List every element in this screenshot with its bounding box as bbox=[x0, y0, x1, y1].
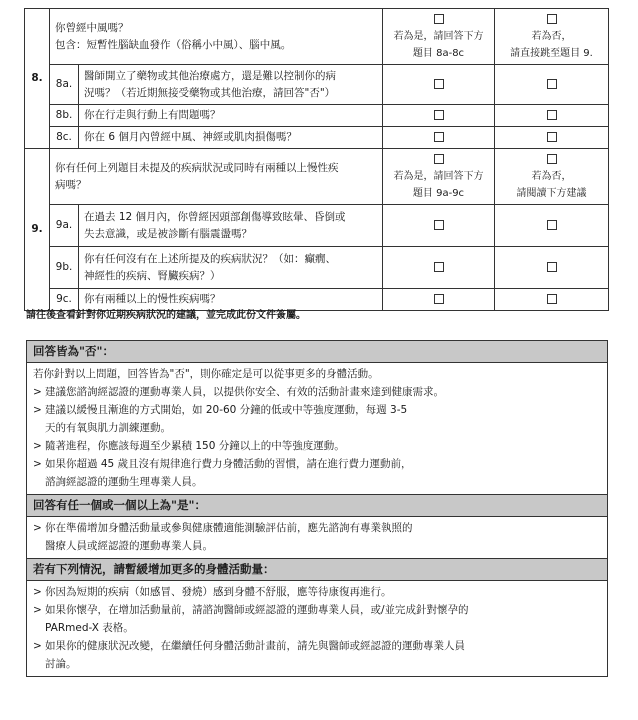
bullet-marker: > bbox=[33, 458, 42, 470]
q9c-text: 你有兩種以上的慢性疾病嗎？ bbox=[79, 289, 383, 311]
list-item bbox=[33, 401, 601, 437]
q9-main-row bbox=[25, 149, 609, 205]
q9-question-line-1: 你有任何上列題目未提及的疾病狀況或同時有兩種以上慢性疾 bbox=[55, 161, 339, 174]
q9c-no-cell bbox=[495, 289, 609, 311]
q8-question-line-1: 你曾經中風嗎？ bbox=[55, 21, 129, 34]
all-no-heading: 回答皆為"否"： bbox=[27, 341, 607, 363]
q9-question bbox=[50, 149, 383, 205]
q9b-no-checkbox[interactable] bbox=[547, 262, 557, 272]
q8b-yes-checkbox[interactable] bbox=[434, 110, 444, 120]
all-no-intro: 若你針對以上問題，回答皆為"否"，則你確定是可以從事更多的身體活動。 bbox=[33, 368, 379, 380]
q9a-no-checkbox[interactable] bbox=[547, 220, 557, 230]
q8c-text: 你在 6 個月內曾經中風、神經或肌肉損傷嗎？ bbox=[79, 127, 383, 149]
q8c-yes-cell bbox=[383, 127, 495, 149]
all-no-body bbox=[27, 363, 607, 494]
q8-question bbox=[50, 9, 383, 65]
bullet-marker: > bbox=[33, 440, 42, 452]
q8a-yes-checkbox[interactable] bbox=[434, 79, 444, 89]
q9-yes-instruction-2: 題目 9a-9c bbox=[412, 188, 465, 199]
q9b-text-line-1: 你有任何沒有在上述所提及的疾病狀況？（如：癲癇、 bbox=[84, 252, 336, 265]
advice-text bbox=[45, 637, 601, 673]
q8a-label: 8a. bbox=[50, 65, 79, 105]
q8c-label: 8c. bbox=[50, 127, 79, 149]
q9-no-instruction-2: 請閱讀下方建議 bbox=[516, 188, 587, 199]
bullet-marker: > bbox=[33, 386, 42, 398]
q8b-label: 8b. bbox=[50, 105, 79, 127]
q8-yes-instruction-1: 若為是，請回答下方 bbox=[393, 31, 484, 42]
q8a-row bbox=[25, 65, 609, 105]
advice-line-1: 你在準備增加身體活動量或參與健康體適能測驗評估前，應先諮詢有專業執照的 bbox=[45, 522, 413, 534]
advice-line-1: 如果你超過 45 歲且沒有規律進行費力身體活動的習慣，請在進行費力運動前， bbox=[45, 458, 412, 470]
advice-text bbox=[45, 519, 601, 555]
bullet-marker: > bbox=[33, 522, 42, 534]
delay-heading: 若有下列情況，請暫緩增加更多的身體活動量： bbox=[27, 558, 607, 581]
advice-line-1: 如果你懷孕，在增加活動量前，請諮詢醫師或經認證的運動專業人員，或/並完成針對懷孕的 bbox=[45, 604, 469, 616]
q8a-no-cell bbox=[495, 65, 609, 105]
advice-text bbox=[45, 455, 601, 491]
list-item bbox=[33, 455, 601, 491]
q9a-text bbox=[79, 205, 383, 247]
q8c-yes-checkbox[interactable] bbox=[434, 132, 444, 142]
q9b-label: 9b. bbox=[50, 247, 79, 289]
q9b-no-cell bbox=[495, 247, 609, 289]
advice-text: 建議您諮詢經認證的運動專業人員，以提供你安全、有效的活動計畫來達到健康需求。 bbox=[45, 386, 444, 398]
q8c-no-checkbox[interactable] bbox=[547, 132, 557, 142]
q9-number: 9. bbox=[25, 149, 50, 311]
q8a-text-line-1: 醫師開立了藥物或其他治療處方，還是難以控制你的病 bbox=[84, 69, 336, 82]
q8c-no-cell bbox=[495, 127, 609, 149]
advice-text: 你因為短期的疾病（如感冒、發燒）感到身體不舒服，應等待康復再進行。 bbox=[45, 586, 392, 598]
advice-line-1: 如果你的健康狀況改變，在繼續任何身體活動計畫前，請先與醫師或經認證的運動專業人員 bbox=[45, 640, 465, 652]
list-item bbox=[33, 601, 601, 637]
q8-no-checkbox[interactable] bbox=[547, 14, 557, 24]
q8-question-line-2: 包含：短暫性腦缺血發作（俗稱小中風）、腦中風。 bbox=[55, 38, 292, 51]
q9b-yes-cell bbox=[383, 247, 495, 289]
advice-line-2: PARmed-X 表格。 bbox=[45, 622, 134, 634]
q8-no-cell bbox=[495, 9, 609, 65]
list-item bbox=[33, 583, 601, 601]
q9c-label: 9c. bbox=[50, 289, 79, 311]
q9b-yes-checkbox[interactable] bbox=[434, 262, 444, 272]
q8b-yes-cell bbox=[383, 105, 495, 127]
bullet-marker: > bbox=[33, 404, 42, 416]
q9-yes-checkbox[interactable] bbox=[434, 154, 444, 164]
bullet-marker: > bbox=[33, 586, 42, 598]
q9b-row bbox=[25, 247, 609, 289]
list-item bbox=[33, 519, 601, 555]
q9b-text bbox=[79, 247, 383, 289]
advice-line-2: 諮詢經認證的運動生理專業人員。 bbox=[45, 476, 203, 488]
q8-no-instruction-1: 若為否， bbox=[531, 31, 572, 42]
q9a-text-line-1: 在過去 12 個月內，你曾經因頭部創傷導致眩暈、昏倒或 bbox=[84, 210, 346, 223]
any-yes-heading: 回答有任一個或一個以上為"是"： bbox=[27, 494, 607, 517]
q9-no-checkbox[interactable] bbox=[547, 154, 557, 164]
q8-main-row bbox=[25, 9, 609, 65]
q8b-no-cell bbox=[495, 105, 609, 127]
advice-line-1: 建議以緩慢且漸進的方式開始，如 20-60 分鐘的低或中等強度運動，每週 3-5 bbox=[45, 404, 408, 416]
advice-box bbox=[26, 340, 608, 677]
q9b-text-line-2: 神經性的疾病、腎臟疾病？） bbox=[84, 269, 221, 282]
q8a-text-line-2: 況嗎？（若近期無接受藥物或其他治療，請回答"否"） bbox=[84, 86, 336, 99]
advice-text bbox=[45, 601, 601, 637]
q9a-text-line-2: 失去意識，或是被診斷有腦震盪嗎？ bbox=[84, 227, 252, 240]
q9-no-cell bbox=[495, 149, 609, 205]
advice-line-2: 醫療人員或經認證的運動專業人員。 bbox=[45, 540, 213, 552]
list-item bbox=[33, 437, 601, 455]
q8-number: 8. bbox=[25, 9, 50, 149]
list-item bbox=[33, 637, 601, 673]
q8b-row bbox=[25, 105, 609, 127]
advice-line-2: 討論。 bbox=[45, 658, 77, 670]
q9c-no-checkbox[interactable] bbox=[547, 294, 557, 304]
questionnaire-table bbox=[24, 8, 609, 311]
bullet-marker: > bbox=[33, 604, 42, 616]
advice-text bbox=[45, 401, 601, 437]
q8a-yes-cell bbox=[383, 65, 495, 105]
q9c-yes-checkbox[interactable] bbox=[434, 294, 444, 304]
q9c-yes-cell bbox=[383, 289, 495, 311]
advice-text: 隨著進程，你應該每週至少累積 150 分鐘以上的中等強度運動。 bbox=[45, 440, 345, 452]
q9a-no-cell bbox=[495, 205, 609, 247]
q8a-text bbox=[79, 65, 383, 105]
q8b-text: 你在行走與行動上有問題嗎？ bbox=[79, 105, 383, 127]
bullet-marker: > bbox=[33, 640, 42, 652]
q9-yes-cell bbox=[383, 149, 495, 205]
q9a-yes-cell bbox=[383, 205, 495, 247]
footnote: 請往後查看針對你近期疾病狀況的建議，並完成此份文件簽屬。 bbox=[26, 310, 306, 321]
list-item bbox=[33, 383, 601, 401]
advice-line-2: 天的有氧與肌力訓練運動。 bbox=[45, 422, 171, 434]
q8b-no-checkbox[interactable] bbox=[547, 110, 557, 120]
q8a-no-checkbox[interactable] bbox=[547, 79, 557, 89]
q9-yes-instruction-1: 若為是，請回答下方 bbox=[393, 171, 484, 182]
q9a-label: 9a. bbox=[50, 205, 79, 247]
q8-yes-cell bbox=[383, 9, 495, 65]
q9a-yes-checkbox[interactable] bbox=[434, 220, 444, 230]
q9-no-instruction-1: 若為否， bbox=[531, 171, 572, 182]
q8c-row bbox=[25, 127, 609, 149]
q8-yes-instruction-2: 題目 8a-8c bbox=[412, 48, 465, 59]
q9a-row bbox=[25, 205, 609, 247]
q9-question-line-2: 病嗎？ bbox=[55, 178, 87, 191]
q8-no-instruction-2: 請直接跳至題目 9. bbox=[510, 48, 593, 59]
any-yes-body bbox=[27, 517, 607, 558]
delay-body bbox=[27, 581, 607, 676]
q8-yes-checkbox[interactable] bbox=[434, 14, 444, 24]
